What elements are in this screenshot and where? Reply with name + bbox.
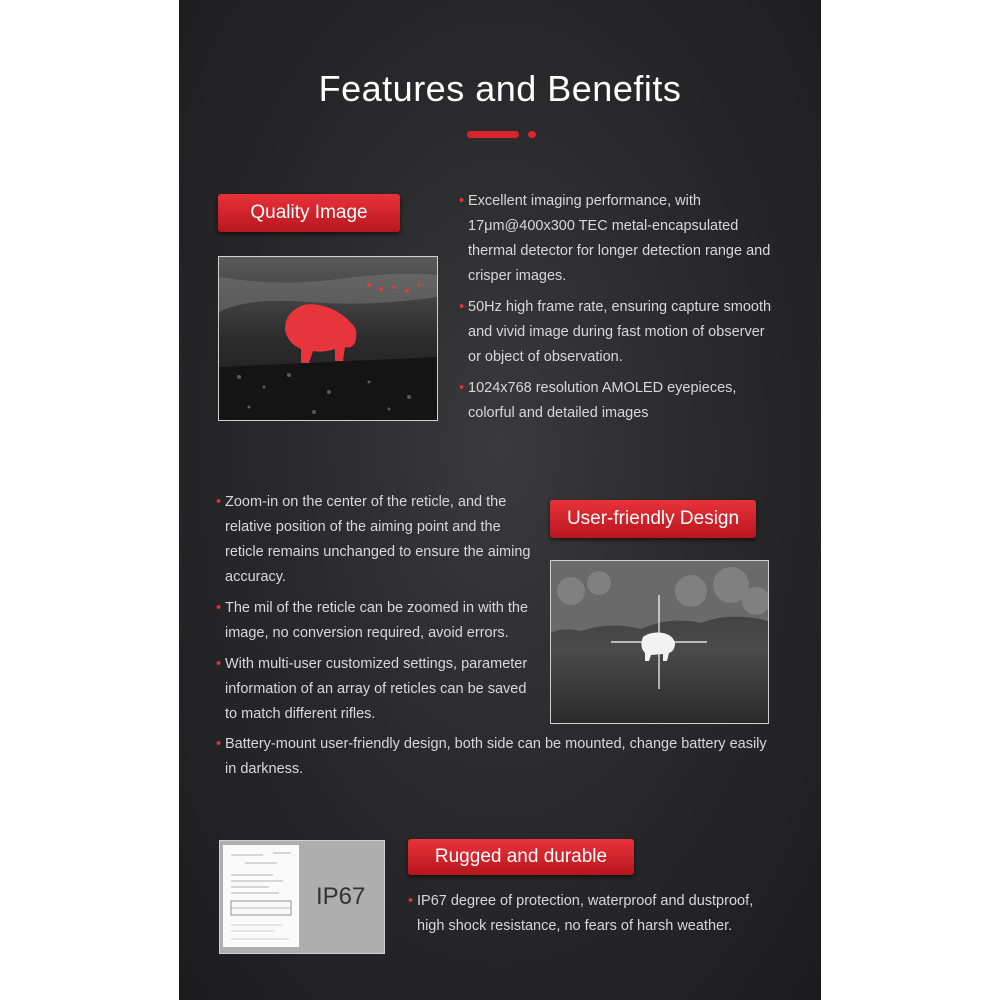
list-item: • With multi-user customized settings, parameter information of an array of reticles can be saved to match different rifles.	[216, 652, 541, 727]
list-item: • Battery-mount user-friendly design, both side can be mounted, change battery easily in darkness.	[216, 732, 776, 782]
thermal-reticle-illustration	[551, 561, 768, 723]
list-item: • Excellent imaging performance, with 17μm@400x300 TEC metal-encapsulated thermal detector for longer detection range and crisper images.	[459, 189, 779, 289]
features-panel	[179, 0, 821, 1000]
list-item: • Zoom-in on the center of the reticle, and the relative position of the aiming point and the reticle remains unchanged to ensure the aiming accuracy.	[216, 490, 541, 590]
list-item: • 50Hz high frame rate, ensuring capture smooth and vivid image during fast motion of observer or object of observation.	[459, 295, 779, 370]
thermal-bear-illustration	[219, 257, 437, 420]
rugged-badge: Rugged and durable	[408, 839, 634, 875]
list-item: • 1024x768 resolution AMOLED eyepieces, colorful and detailed images	[459, 376, 779, 426]
list-item: • IP67 degree of protection, waterproof and dustproof, high shock resistance, no fears of harsh weather.	[408, 889, 773, 939]
thermal-bear-image	[218, 256, 438, 421]
title-underline-dot	[528, 131, 536, 138]
battery-bullet-list	[216, 732, 776, 788]
ip67-label: IP67	[316, 883, 366, 910]
ip67-certificate	[219, 840, 385, 954]
list-item: • The mil of the reticle can be zoomed in with the image, no conversion required, avoid errors.	[216, 596, 541, 646]
test-report-illustration	[223, 845, 299, 947]
rugged-bullet-list	[408, 889, 773, 945]
user-friendly-badge: User-friendly Design	[550, 500, 756, 538]
user-friendly-bullet-list	[216, 490, 541, 733]
test-report-document	[223, 845, 299, 947]
quality-image-badge: Quality Image	[218, 194, 400, 232]
title-underline-bar	[467, 131, 519, 138]
thermal-reticle-image	[550, 560, 769, 724]
page-title: Features and Benefits	[318, 68, 682, 109]
quality-bullet-list	[459, 189, 779, 432]
